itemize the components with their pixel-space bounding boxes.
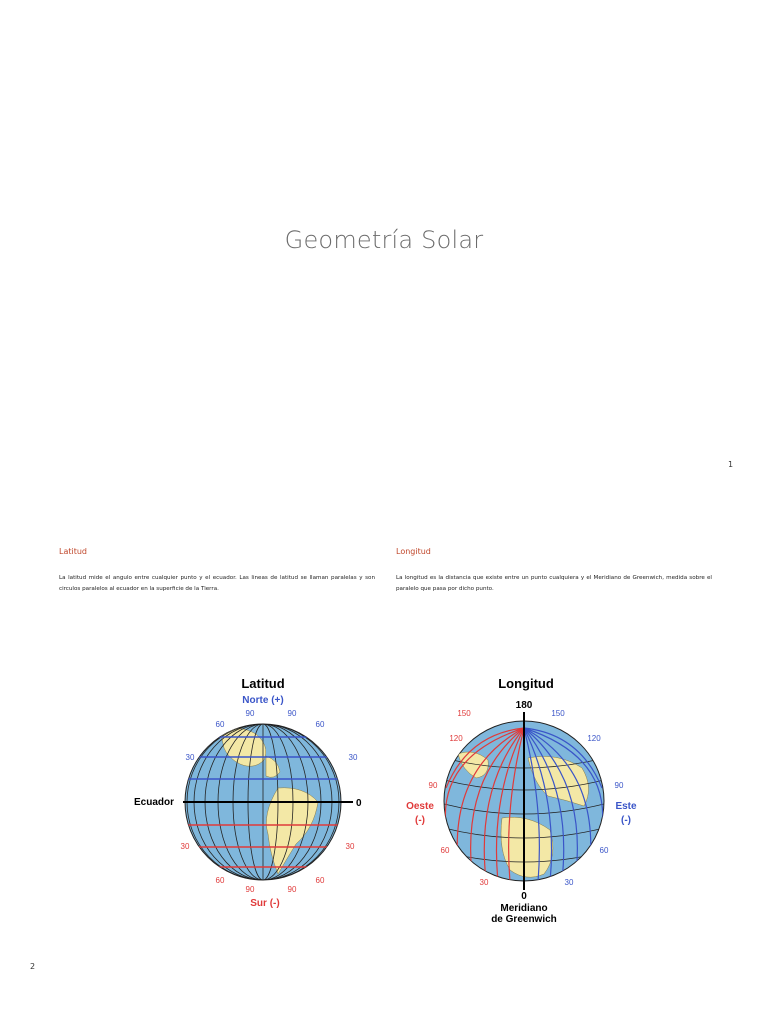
lon-label: 30 xyxy=(564,878,574,887)
lon-label: 60 xyxy=(440,846,450,855)
meridian-label-line2: de Greenwich xyxy=(491,914,557,924)
lon-label: 60 xyxy=(599,846,609,855)
lat-label: 30 xyxy=(180,842,190,851)
latitud-figure-title: Latitud xyxy=(241,676,285,691)
lon-label: 150 xyxy=(551,709,565,718)
lat-label: 60 xyxy=(215,876,225,885)
zero-label: 0 xyxy=(356,798,362,809)
longitud-heading: Longitud xyxy=(396,547,431,556)
lat-label: 60 xyxy=(315,876,325,885)
lon-label: 150 xyxy=(457,709,471,718)
latitud-heading: Latitud xyxy=(59,547,88,556)
south-label: Sur (-) xyxy=(250,898,280,909)
lon-label: 90 xyxy=(614,781,624,790)
lat-label: 30 xyxy=(345,842,355,851)
longitud-text: La longitud es la distancia que existe entre un punto cualquiera y el Meridiano de Greenwich, medida sobre el paralelo que pasa por dicho punto. xyxy=(396,575,712,592)
longitud-figure xyxy=(398,668,648,924)
latitud-figure xyxy=(128,668,378,918)
lat-label: 60 xyxy=(315,720,325,729)
page-number: 2 xyxy=(30,962,36,971)
page-number: 1 xyxy=(728,460,734,469)
page-title: Geometría Solar xyxy=(284,226,484,254)
lon-label: 90 xyxy=(428,781,438,790)
latitud-text: La latitud mide el angulo entre cualquier punto y el ecuador. Las lineas de latitud se llaman paralelas y son circulos paralelos al ecuador en la superficie de la Tierra. xyxy=(59,575,375,592)
east-sign: (-) xyxy=(621,815,631,826)
lat-label: 90 xyxy=(287,885,297,894)
lat-label: 30 xyxy=(185,753,195,762)
lat-label: 90 xyxy=(287,709,297,718)
lon-label: 120 xyxy=(587,734,601,743)
west-sign: (-) xyxy=(415,815,425,826)
meridian-label-line1: Meridiano xyxy=(500,903,548,914)
lat-label: 30 xyxy=(348,753,358,762)
bottom-zero-label: 0 xyxy=(521,891,527,902)
lon-label: 30 xyxy=(479,878,489,887)
lon-label: 120 xyxy=(449,734,463,743)
lat-label: 90 xyxy=(245,709,255,718)
lat-label: 90 xyxy=(245,885,255,894)
top-180-label: 180 xyxy=(515,700,533,711)
longitud-figure-title: Longitud xyxy=(498,676,554,691)
east-label: Este xyxy=(615,801,637,812)
north-label: Norte (+) xyxy=(242,695,284,706)
lat-label: 60 xyxy=(215,720,225,729)
equator-label: Ecuador xyxy=(134,797,175,808)
west-label: Oeste xyxy=(406,801,434,812)
